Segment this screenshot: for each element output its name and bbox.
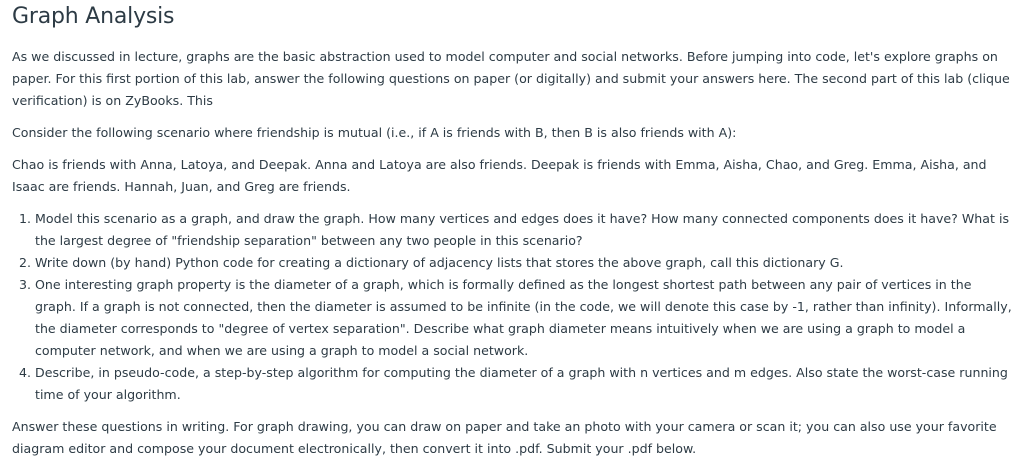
assignment-page (0, 2, 1024, 460)
question-item-4: 4. Describe, in pseudo-code, a step-by-step algorithm for computing the diameter of a graph with n vertices and m edges. Also state the worst-case running time of your algorithm. (35, 362, 1012, 406)
question-item-1: 1. Model this scenario as a graph, and draw the graph. How many vertices and edges does it have? How many connected components does it have? What is the largest degree of "friendship separation" between any two people in this scenario? (35, 208, 1012, 252)
question-item-3: 3. One interesting graph property is the diameter of a graph, which is formally defined as the longest shortest path between any pair of vertices in the graph. If a graph is not connected, then the diameter is assumed to be infinite (in the code, we will denote this case by -1, rather than infinity). Informally, the diameter corresponds to "degree of vertex separation". Describe what graph diameter means intuitively when we are using a graph to model a computer network, and when we are using a graph to model a social network. (35, 274, 1012, 362)
page-title: Graph Analysis (12, 4, 175, 29)
question-item-2: 2. Write down (by hand) Python code for creating a dictionary of adjacency lists that stores the above graph, call this dictionary G. (35, 252, 1012, 274)
question-list (12, 208, 1012, 406)
scenario-paragraph: Chao is friends with Anna, Latoya, and Deepak. Anna and Latoya are also friends. Deepak is friends with Emma, Aisha, Chao, and Greg. Emma, Aisha, and Isaac are friends. Hannah, Juan, and Greg are friends. (12, 157, 987, 194)
intro-paragraph: As we discussed in lecture, graphs are the basic abstraction used to model computer and social networks. Before jumping into code, let's explore graphs on paper. For this first portion of this lab, answer the following questions on paper (or digitally) and submit your answers here. The second part of this lab (clique verification) is on ZyBooks. This (12, 49, 1010, 108)
closing-paragraph: Answer these questions in writing. For graph drawing, you can draw on paper and take an photo with your camera or scan it; you can also use your favorite diagram editor and compose your document electronically, then convert it into .pdf. Submit your .pdf below. (12, 419, 997, 456)
scenario-intro-paragraph: Consider the following scenario where friendship is mutual (i.e., if A is friends with B, then B is also friends with A): (12, 125, 737, 140)
